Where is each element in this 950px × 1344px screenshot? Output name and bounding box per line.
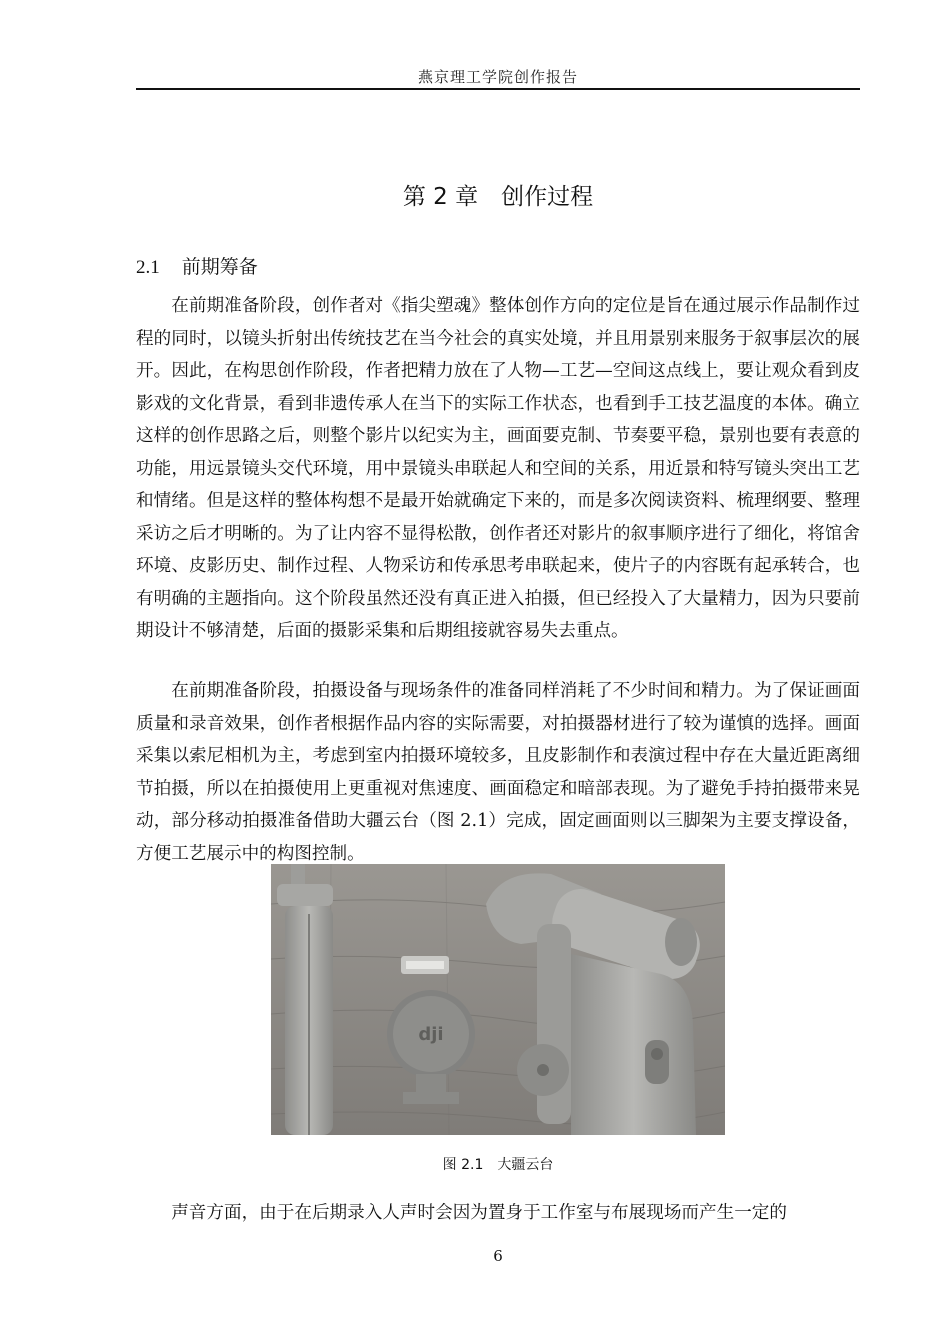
dji-logo: dji	[418, 1024, 444, 1045]
page-number: 6	[493, 1247, 503, 1265]
page-header: 燕京理工学院创作报告	[417, 68, 578, 86]
section-heading	[136, 252, 258, 279]
chapter-title: 第 2 章 创作过程	[402, 184, 594, 210]
paragraph-2: 在前期准备阶段，拍摄设备与现场条件的准备同样消耗了不少时间和精力。为了保证画面质量和录音效果，创作者根据作品内容的实际需要，对拍摄器材进行了较为谨慎的选择。画面采集以索尼相机为主，考虑到室内拍摄环境较多，且皮影制作和表演过程中存在大量近距离细节拍摄，所以在拍摄使用上更重视对焦速度、画面稳定和暗部表现。为了避免手持拍摄带来晃动，部分移动拍摄准备借助大疆云台（图 2.1）完成，固定画面则以三脚架为主要支撑设备，方便工艺展示中的构图控制。	[136, 681, 860, 864]
section-number: 2.1	[136, 257, 160, 278]
gimbal-photo-illustration	[271, 864, 725, 1135]
figure-number: 图 2.1	[442, 1157, 484, 1173]
section-title: 前期筹备	[181, 256, 258, 278]
figure-caption	[136, 1154, 860, 1174]
tripod	[277, 864, 333, 1135]
paragraph-3: 声音方面，由于在后期录入人声时会因为置身于工作室与布展现场而产生一定的	[171, 1203, 787, 1223]
header-rule	[136, 88, 860, 90]
paragraph-1: 在前期准备阶段，创作者对《指尖塑魂》整体创作方向的定位是旨在通过展示作品制作过程的同时，以镜头折射出传统技艺在当今社会的真实处境，并且用景别来服务于叙事层次的展开。因此，在构思创作阶段，作者把精力放在了人物—工艺—空间这点线上，要让观众看到皮影戏的文化背景，看到非遗传承人在当下的实际工作状态，也看到手工技艺温度的本体。确立这样的创作思路之后，则整个影片以纪实为主，画面要克制、节奏要平稳，景别也要有表意的功能，用远景镜头交代环境，用中景镜头串联起人和空间的关系，用近景和特写镜头突出工艺和情绪。但是这样的整体构想不是最开始就确定下来的，而是多次阅读资料、梳理纲要、整理采访之后才明晰的。为了让内容不显得松散，创作者还对影片的叙事顺序进行了细化，将馆舍环境、皮影历史、制作过程、人物采访和传承思考串联起来，使片子的内容既有起承转合，也有明确的主题指向。这个阶段虽然还没有真正进入拍摄，但已经投入了大量精力，因为只要前期设计不够清楚，后面的摄影采集和后期组接就容易失去重点。	[136, 296, 860, 641]
figure-dji-gimbal-photo	[271, 864, 725, 1135]
figure-caption-text: 大疆云台	[497, 1157, 554, 1173]
